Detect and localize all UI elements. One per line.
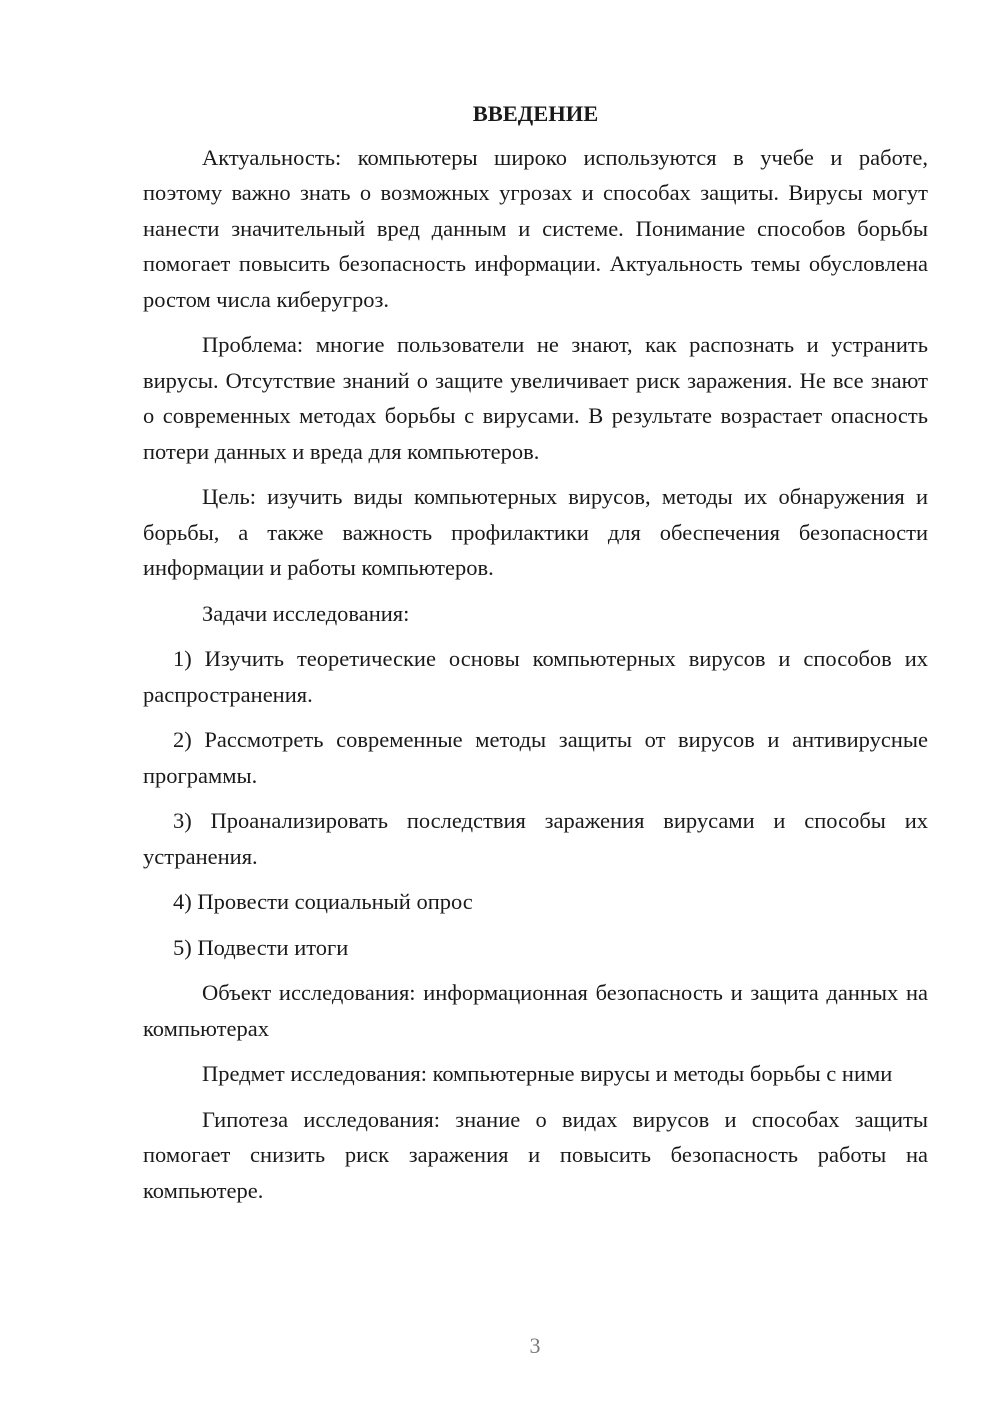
paragraph-subject: Предмет исследования: компьютерные вирусы и методы борьбы с ними [202,1061,893,1086]
task-item-3: 3) Проанализировать последствия заражения вирусами и способы их устранения. [143,808,928,869]
page-number: 3 [529,1333,541,1358]
paragraph-hypothesis: Гипотеза исследования: знание о видах вирусов и способах защиты помогает снизить риск заражения и повысить безопасность работы на компьютере. [143,1106,928,1203]
paragraph-object: Объект исследования: информационная безопасность и защита данных на компьютерах [143,980,928,1041]
tasks-heading: Задачи исследования: [202,600,410,626]
task-item-4: 4) Провести социальный опрос [173,889,473,914]
section-title: ВВЕДЕНИЕ [472,101,599,126]
paragraph-relevance: Актуальность: компьютеры широко используются в учебе и работе, поэтому важно знать о возможных угрозах и способах защиты. Вирусы могут нанести значительный вред данным и системе. Понимание способов борьбы помогает повысить безопасность информации. Актуальность темы обусловлена ростом числа киберугроз. [143,144,928,312]
task-item-2: 2) Рассмотреть современные методы защиты от вирусов и антивирусные программы. [143,727,928,788]
task-item-5: 5) Подвести итоги [173,934,349,960]
document-page [143,96,928,1218]
paragraph-problem: Проблема: многие пользователи не знают, как распознать и устранить вирусы. Отсутствие знаний о защите увеличивает риск заражения. Не все знают о современных методах борьбы с вирусами. В результате возрастает опасность потери данных и вреда для компьютеров. [143,332,928,464]
task-item-1: 1) Изучить теоретические основы компьютерных вирусов и способов их распространения. [143,646,928,707]
paragraph-goal: Цель: изучить виды компьютерных вирусов, методы их обнаружения и борьбы, а также важность профилактики для обеспечения безопасности информации и работы компьютеров. [143,484,928,580]
